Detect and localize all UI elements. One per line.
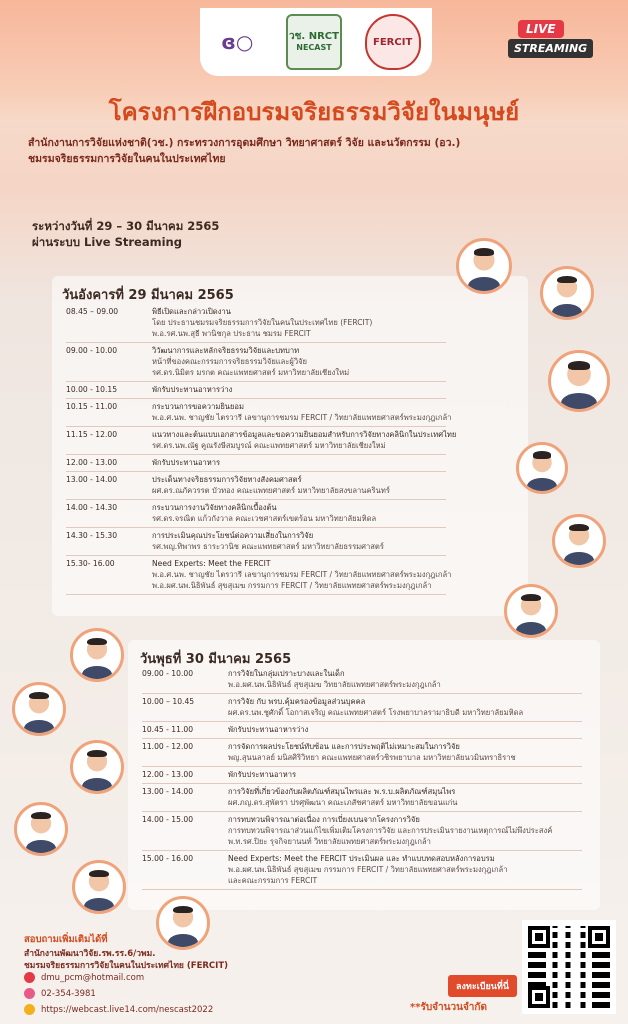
- session-speaker: หน้าที่ของคณะกรรมการจริยธรรมวิจัยและผู้วิจัย: [152, 357, 308, 366]
- session-topic: การจัดการผลประโยชน์ทับซ้อน และการประพฤติไม่เหมาะสมในการวิจัย: [228, 742, 460, 751]
- speaker-photo: [552, 514, 606, 568]
- row-divider: [142, 783, 582, 784]
- necast-caption: NECAST: [296, 43, 332, 52]
- row-divider: [66, 594, 446, 595]
- session-speaker: การทบทวนพิจารณาส่วนแก้ไขเพิ่มเติมโครงการวิจัย และการประเมินรายงานเหตุการณ์ไม่พึงประสงค์: [228, 826, 553, 835]
- session-speaker: รศ.ดร.นพ.ณัฐ คูณรังษีสมบูรณ์ คณะแพทยศาสตร์ มหาวิทยาลัยเชียงใหม่: [152, 441, 386, 450]
- schedule-time: 08.45 – 09.00: [66, 307, 119, 316]
- session-topic: Need Experts: Meet the FERCIT ประเมินผล และ ทำแบบทดสอบหลังการอบรม: [228, 854, 495, 863]
- schedule-time: 15.30- 16.00: [66, 559, 115, 568]
- row-divider: [142, 850, 582, 851]
- row-divider: [66, 454, 446, 455]
- session-topic: พักรับประทานอาหารว่าง: [152, 385, 233, 394]
- schedule-time: 10.00 – 10.45: [142, 697, 195, 706]
- schedule-time: 10.15 - 11.00: [66, 402, 118, 411]
- session-topic: การวิจัย กับ พรบ.คุ้มครองข้อมูลส่วนบุคคล: [228, 697, 366, 706]
- row-divider: [66, 342, 446, 343]
- schedule-time: 12.00 - 13.00: [66, 458, 118, 467]
- contact-email-row: [24, 972, 144, 983]
- row-divider: [66, 471, 446, 472]
- session-speaker: ผศ.ภญ.ดร.สุพัตรา ปรศุพัฒนา คณะเภสัชศาสตร์ มหาวิทยาลัยขอนแก่น: [228, 798, 458, 807]
- session-topic: วิวัฒนาการและหลักจริยธรรมวิจัยและบทบาท: [152, 346, 300, 355]
- live-streaming-badge: [508, 20, 592, 60]
- speaker-photo: [516, 442, 568, 494]
- schedule-time: 10.45 - 11.00: [142, 725, 194, 734]
- session-speaker: รศ.พญ.ทิพาพร ธาระวานิช คณะแพทยศาสตร์ มหาวิทยาลัยธรรมศาสตร์: [152, 542, 384, 551]
- event-period: ระหว่างวันที่ 29 – 30 มีนาคม 2565: [32, 219, 220, 233]
- row-divider: [142, 811, 582, 812]
- row-divider: [142, 738, 582, 739]
- row-divider: [142, 721, 582, 722]
- session-speaker: พ.อ.ศ.นพ. ชาญชัย ไตรวารี เลขานุการชมรม FERCIT / วิทยาลัยแพทยศาสตร์พระมงกุฎเกล้า: [152, 413, 452, 422]
- schedule-time: 10.00 - 10.15: [66, 385, 118, 394]
- page-title: โครงการฝึกอบรมจริยธรรมวิจัยในมนุษย์: [108, 98, 520, 126]
- schedule-time: 09.00 - 10.00: [142, 669, 194, 678]
- row-divider: [66, 499, 446, 500]
- streaming-label: STREAMING: [508, 39, 593, 58]
- qr-finder: [528, 986, 550, 1008]
- session-topic: กระบวนการงานวิจัยทางคลินิกเบื้องต้น: [152, 503, 277, 512]
- session-topic: การวิจัยที่เกี่ยวข้องกับผลิตภัณฑ์สมุนไพรและ พ.ร.บ.ผลิตภัณฑ์สมุนไพร: [228, 787, 456, 796]
- row-divider: [66, 381, 446, 382]
- speaker-photo: [12, 682, 66, 736]
- contact-org1: สำนักงานพัฒนาวิจัย.รพ.รร.6/วพม.: [24, 949, 156, 959]
- speaker-photo: [156, 896, 210, 950]
- speaker-photo: [548, 350, 610, 412]
- contact-email[interactable]: dmu_pcm@hotmail.com: [41, 973, 145, 983]
- subtitle-org: สำนักงานการวิจัยแห่งชาติ(วช.) กระทรวงการอุดมศึกษา วิทยาศาสตร์ วิจัย และนวัตกรรม (อว.): [28, 137, 461, 149]
- row-divider: [66, 555, 446, 556]
- qr-code[interactable]: [522, 920, 616, 1014]
- contact-url[interactable]: https://webcast.live14.com/nescast2022: [41, 1005, 214, 1015]
- speaker-photo: [540, 266, 594, 320]
- session-topic: การทบทวนพิจารณาต่อเนื่อง การเบี่ยงเบนจากโครงการวิจัย: [228, 815, 420, 824]
- day1-heading: วันอังคารที่ 29 มีนาคม 2565: [62, 288, 234, 303]
- phone-icon: [24, 988, 35, 999]
- session-topic: Need Experts: Meet the FERCIT: [152, 559, 271, 568]
- qr-finder: [588, 926, 610, 948]
- contact-phone-row: [24, 988, 96, 999]
- row-divider: [142, 693, 582, 694]
- session-topic: แนวทางและต้นแบบเอกสารข้อมูลและขอความยินยอมสำหรับการวิจัยทางคลินิกในประเทศไทย: [152, 430, 457, 439]
- session-speaker: พ.อ.ผศ.นพ.นิธิพันธ์ สุขสุเมฆ กรรมการ FERCIT / วิทยาลัยแพทยศาสตร์พระมงกุฎเกล้า: [152, 581, 432, 590]
- session-topic: พักรับประทานอาหาร: [152, 458, 221, 467]
- schedule-time: 09.00 - 10.00: [66, 346, 118, 355]
- event-channel: ผ่านระบบ Live Streaming: [32, 235, 182, 249]
- session-topic: พิธีเปิดและกล่าวเปิดงาน: [152, 307, 231, 316]
- speaker-photo: [504, 584, 558, 638]
- session-speaker: รศ.ดร.จรณิต แก้วกังวาล คณะเวชศาสตร์เขตร้อน มหาวิทยาลัยมหิดล: [152, 514, 377, 523]
- session-topic: กระบวนการขอความยินยอม: [152, 402, 244, 411]
- contact-heading: สอบถามเพิ่มเติมได้ที่: [24, 934, 108, 945]
- day2-heading: วันพุธที่ 30 มีนาคม 2565: [140, 652, 292, 667]
- live-label: LIVE: [518, 20, 564, 38]
- session-speaker: พญ.สุนนลาลย์ มนิสศิริวิทยา คณะแพทยศาสตร์วชิรพยาบาล มหาวิทยาลัยนวมินทราธิราช: [228, 753, 516, 762]
- session-speaker: โดย ประธานชมรมจริยธรรมการวิจัยในคนในประเทศไทย (FERCIT): [152, 318, 373, 327]
- session-topic: พักรับประทานอาหาร: [228, 770, 297, 779]
- logo-strip: [200, 8, 432, 76]
- session-speaker: และคณะกรรมการ FERCIT: [228, 876, 318, 885]
- row-divider: [66, 398, 446, 399]
- schedule-time: 13.00 - 14.00: [142, 787, 194, 796]
- nrct-anniversary-logo: ɞ○: [211, 16, 263, 68]
- schedule-time: 12.00 - 13.00: [142, 770, 194, 779]
- schedule-time: 13.00 - 14.00: [66, 475, 118, 484]
- row-divider: [142, 889, 582, 890]
- speaker-photo: [14, 802, 68, 856]
- speaker-photo: [70, 740, 124, 794]
- schedule-time: 14.00 - 14.30: [66, 503, 118, 512]
- speaker-photo: [456, 238, 512, 294]
- contact-phone[interactable]: 02-354-3981: [41, 989, 96, 999]
- row-divider: [66, 527, 446, 528]
- schedule-time: 11.15 - 12.00: [66, 430, 118, 439]
- session-speaker: ผศ.ดร.นพ.ชูศักดิ์ โอกาสเจริญ คณะแพทยศาสตร์ โรงพยาบาลรามาธิบดี มหาวิทยาลัยมหิดล: [228, 708, 524, 717]
- limited-seats-note: **รับจำนวนจำกัด: [410, 1002, 487, 1013]
- row-divider: [66, 426, 446, 427]
- contact-org2: ชมรมจริยธรรมการวิจัยในคนในประเทศไทย (FERCIT): [24, 961, 228, 971]
- nrct-logo-text: วช. NRCT: [289, 31, 339, 42]
- contact-url-row: [24, 1004, 213, 1015]
- session-speaker: พ.ท.รศ.ปิยะ รุจกิจยานนท์ วิทยาลัยแพทยศาสตร์พระมงกุฎเกล้า: [228, 837, 431, 846]
- session-topic: พักรับประทานอาหารว่าง: [228, 725, 309, 734]
- session-topic: การวิจัยในกลุ่มเปราะบางและในเด็ก: [228, 669, 345, 678]
- email-icon: [24, 972, 35, 983]
- schedule-time: 15.00 - 16.00: [142, 854, 194, 863]
- fercit-logo: FERCIT: [365, 14, 421, 70]
- qr-finder: [528, 926, 550, 948]
- schedule-time: 11.00 - 12.00: [142, 742, 194, 751]
- nrct-logo: [286, 14, 342, 70]
- register-button[interactable]: ลงทะเบียนที่นี่: [448, 975, 517, 997]
- link-icon: [24, 1004, 35, 1015]
- session-speaker: พ.อ.ผศ.นพ.นิธิพันธ์ สุขสุเมฆ วิทยาลัยแพทยศาสตร์พระมงกุฎเกล้า: [228, 680, 441, 689]
- speaker-photo: [72, 860, 126, 914]
- speaker-photo: [70, 628, 124, 682]
- session-speaker: พ.อ.รศ.นพ.สุธี พานิชกุล ประธาน ชมรม FERCIT: [152, 329, 311, 338]
- session-speaker: ผศ.ดร.ณภัควรรต บัวทอง คณะแพทยศาสตร์ มหาวิทยาลัยสงขลานครินทร์: [152, 486, 390, 495]
- session-speaker: พ.อ.ผศ.นพ.นิธิพันธ์ สุขสุเมฆ กรรมการ FERCIT / วิทยาลัยแพทยศาสตร์พระมงกุฎเกล้า: [228, 865, 508, 874]
- session-topic: การประเมินคุณประโยชน์ต่อความเสี่ยงในการวิจัย: [152, 531, 314, 540]
- schedule-time: 14.00 - 15.00: [142, 815, 194, 824]
- session-speaker: รศ.ดร.นิมิตร มรกต คณะแพทยศาสตร์ มหาวิทยาลัยเชียงใหม่: [152, 368, 350, 377]
- schedule-time: 14.30 - 15.30: [66, 531, 118, 540]
- subtitle-club: ชมรมจริยธรรมการวิจัยในคนในประเทศไทย: [28, 153, 226, 165]
- session-topic: ประเด็นทางจริยธรรมการวิจัยทางสังคมศาสตร์: [152, 475, 302, 484]
- session-speaker: พ.อ.ศ.นพ. ชาญชัย ไตรวารี เลขานุการชมรม FERCIT / วิทยาลัยแพทยศาสตร์พระมงกุฎเกล้า: [152, 570, 452, 579]
- row-divider: [142, 766, 582, 767]
